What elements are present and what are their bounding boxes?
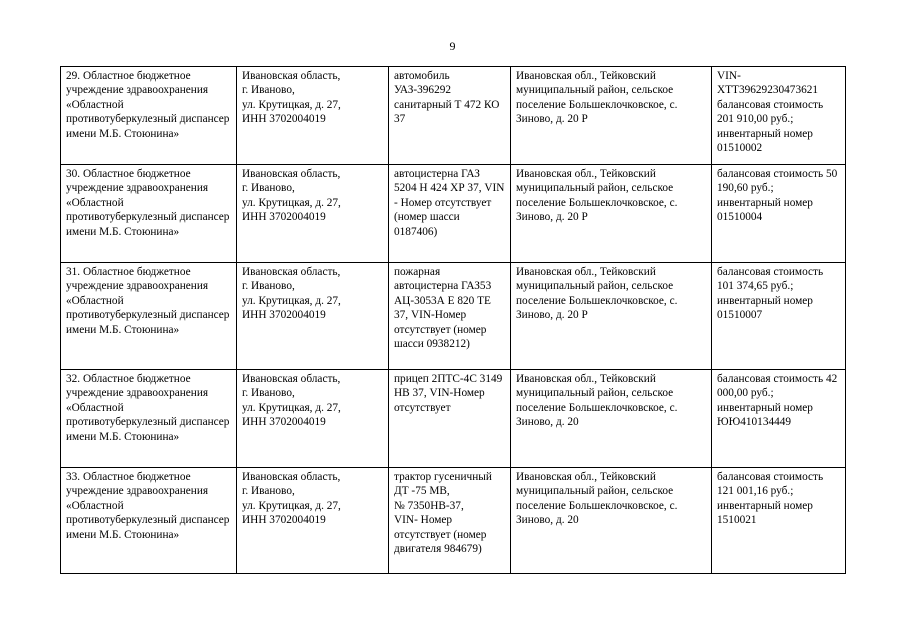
- address-cell: Ивановская область, г. Иваново, ул. Крутицкая, д. 27, ИНН 3702004019: [237, 468, 389, 574]
- location-cell: Ивановская обл., Тейковский муниципальный район, сельское поселение Большеклочковское, с. Зиново, д. 20 Р: [511, 165, 712, 263]
- location-cell: Ивановская обл., Тейковский муниципальный район, сельское поселение Большеклочковское, с. Зиново, д. 20 Р: [511, 263, 712, 370]
- object-cell: автомобиль УАЗ-396292 санитарный Т 472 КО 37: [389, 67, 511, 165]
- object-cell: трактор гусеничный ДТ -75 МВ, № 7350НВ-37, VIN- Номер отсутствует (номер двигателя 984679): [389, 468, 511, 574]
- address-cell: Ивановская область, г. Иваново, ул. Крутицкая, д. 27, ИНН 3702004019: [237, 165, 389, 263]
- location-cell: Ивановская обл., Тейковский муниципальный район, сельское поселение Большеклочковское, с. Зиново, д. 20: [511, 468, 712, 574]
- holder-cell: 30. Областное бюджетное учреждение здравоохранения «Областной противотуберкулезный диспансер имени М.Б. Стоюнина»: [61, 165, 237, 263]
- property-table: [60, 66, 846, 574]
- holder-cell: 29. Областное бюджетное учреждение здравоохранения «Областной противотуберкулезный диспансер имени М.Б. Стоюнина»: [61, 67, 237, 165]
- details-cell: балансовая стоимость 42 000,00 руб.; инвентарный номер ЮЮ410134449: [712, 370, 846, 468]
- table-row: [61, 263, 846, 370]
- holder-cell: 31. Областное бюджетное учреждение здравоохранения «Областной противотуберкулезный диспансер имени М.Б. Стоюнина»: [61, 263, 237, 370]
- details-cell: балансовая стоимость 50 190,60 руб.; инвентарный номер 01510004: [712, 165, 846, 263]
- object-cell: пожарная автоцистерна ГАЗ53 АЦ-3053А Е 820 ТЕ 37, VIN-Номер отсутствует (номер шасси 0938212): [389, 263, 511, 370]
- holder-cell: 33. Областное бюджетное учреждение здравоохранения «Областной противотуберкулезный диспансер имени М.Б. Стоюнина»: [61, 468, 237, 574]
- table-row: [61, 67, 846, 165]
- table-row: [61, 165, 846, 263]
- details-cell: балансовая стоимость 101 374,65 руб.; инвентарный номер 01510007: [712, 263, 846, 370]
- table-row: [61, 468, 846, 574]
- address-cell: Ивановская область, г. Иваново, ул. Крутицкая, д. 27, ИНН 3702004019: [237, 263, 389, 370]
- object-cell: автоцистерна ГАЗ 5204 Н 424 ХР 37, VIN - Номер отсутствует (номер шасси 0187406): [389, 165, 511, 263]
- address-cell: Ивановская область, г. Иваново, ул. Крутицкая, д. 27, ИНН 3702004019: [237, 370, 389, 468]
- details-cell: балансовая стоимость 121 001,16 руб.; инвентарный номер 1510021: [712, 468, 846, 574]
- table-row: [61, 370, 846, 468]
- location-cell: Ивановская обл., Тейковский муниципальный район, сельское поселение Большеклочковское, с. Зиново, д. 20: [511, 370, 712, 468]
- address-cell: Ивановская область, г. Иваново, ул. Крутицкая, д. 27, ИНН 3702004019: [237, 67, 389, 165]
- page-number: 9: [449, 39, 456, 53]
- details-cell: VIN- XTT39629230473621 балансовая стоимость 201 910,00 руб.; инвентарный номер 01510002: [712, 67, 846, 165]
- location-cell: Ивановская обл., Тейковский муниципальный район, сельское поселение Большеклочковское, с. Зиново, д. 20 Р: [511, 67, 712, 165]
- object-cell: прицеп 2ПТС-4С 3149 НВ 37, VIN-Номер отсутствует: [389, 370, 511, 468]
- holder-cell: 32. Областное бюджетное учреждение здравоохранения «Областной противотуберкулезный диспансер имени М.Б. Стоюнина»: [61, 370, 237, 468]
